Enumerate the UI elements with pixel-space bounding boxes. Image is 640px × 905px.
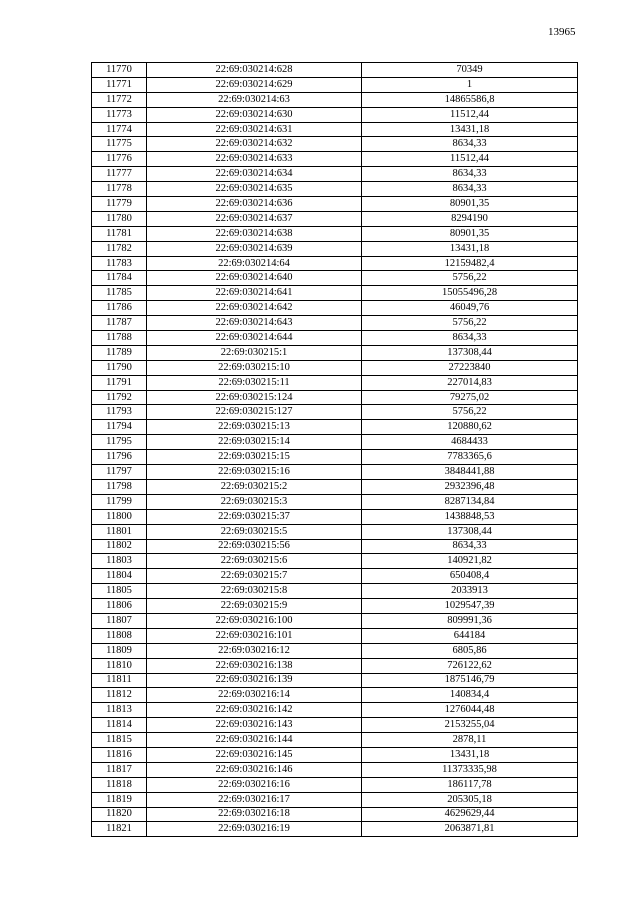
value-cell: 120880,62 (362, 420, 578, 435)
table-row (92, 762, 578, 777)
cadastral-number-cell: 22:69:030216:100 (147, 613, 362, 628)
value-cell: 8634,33 (362, 137, 578, 152)
value-cell: 137308,44 (362, 345, 578, 360)
row-number-cell: 11785 (92, 286, 147, 301)
table-row (92, 420, 578, 435)
row-number-cell: 11781 (92, 226, 147, 241)
table-row (92, 539, 578, 554)
row-number-cell: 11773 (92, 107, 147, 122)
table-body (92, 63, 578, 837)
value-cell: 644184 (362, 628, 578, 643)
row-number-cell: 11789 (92, 345, 147, 360)
row-number-cell: 11816 (92, 747, 147, 762)
row-number-cell: 11772 (92, 92, 147, 107)
value-cell: 137308,44 (362, 524, 578, 539)
table-row (92, 122, 578, 137)
table-row (92, 599, 578, 614)
table-row (92, 792, 578, 807)
cadastral-number-cell: 22:69:030215:7 (147, 569, 362, 584)
cadastral-number-cell: 22:69:030215:16 (147, 465, 362, 480)
cadastral-number-cell: 22:69:030216:142 (147, 703, 362, 718)
table-row (92, 197, 578, 212)
table-row (92, 390, 578, 405)
value-cell: 205305,18 (362, 792, 578, 807)
table-row (92, 524, 578, 539)
value-cell: 13431,18 (362, 241, 578, 256)
value-cell: 8634,33 (362, 539, 578, 554)
cadastral-number-cell: 22:69:030215:124 (147, 390, 362, 405)
table-row (92, 584, 578, 599)
row-number-cell: 11813 (92, 703, 147, 718)
value-cell: 8634,33 (362, 331, 578, 346)
table-row (92, 226, 578, 241)
cadastral-number-cell: 22:69:030216:16 (147, 777, 362, 792)
value-cell: 80901,35 (362, 197, 578, 212)
value-cell: 1276044,48 (362, 703, 578, 718)
table-row (92, 718, 578, 733)
cadastral-number-cell: 22:69:030214:633 (147, 152, 362, 167)
row-number-cell: 11795 (92, 435, 147, 450)
table-row (92, 152, 578, 167)
table-row (92, 375, 578, 390)
cadastral-number-cell: 22:69:030214:637 (147, 211, 362, 226)
table-row (92, 777, 578, 792)
value-cell: 140834,4 (362, 688, 578, 703)
cadastral-number-cell: 22:69:030214:639 (147, 241, 362, 256)
table-row (92, 628, 578, 643)
cadastral-number-cell: 22:69:030216:144 (147, 733, 362, 748)
value-cell: 5756,22 (362, 405, 578, 420)
cadastral-number-cell: 22:69:030215:8 (147, 584, 362, 599)
row-number-cell: 11804 (92, 569, 147, 584)
cadastral-number-cell: 22:69:030216:14 (147, 688, 362, 703)
row-number-cell: 11793 (92, 405, 147, 420)
value-cell: 7783365,6 (362, 450, 578, 465)
table-row (92, 569, 578, 584)
value-cell: 11512,44 (362, 107, 578, 122)
cadastral-number-cell: 22:69:030216:12 (147, 643, 362, 658)
cadastral-number-cell: 22:69:030215:11 (147, 375, 362, 390)
row-number-cell: 11818 (92, 777, 147, 792)
table-row (92, 703, 578, 718)
table-row (92, 673, 578, 688)
row-number-cell: 11776 (92, 152, 147, 167)
table-row (92, 77, 578, 92)
row-number-cell: 11806 (92, 599, 147, 614)
table-row (92, 301, 578, 316)
value-cell: 1029547,39 (362, 599, 578, 614)
row-number-cell: 11780 (92, 211, 147, 226)
cadastral-number-cell: 22:69:030214:635 (147, 182, 362, 197)
cadastral-number-cell: 22:69:030214:64 (147, 256, 362, 271)
value-cell: 8634,33 (362, 182, 578, 197)
value-cell: 2063871,81 (362, 822, 578, 837)
row-number-cell: 11821 (92, 822, 147, 837)
row-number-cell: 11797 (92, 465, 147, 480)
table-row (92, 465, 578, 480)
value-cell: 809991,36 (362, 613, 578, 628)
value-cell: 70349 (362, 63, 578, 78)
row-number-cell: 11786 (92, 301, 147, 316)
table-row (92, 613, 578, 628)
row-number-cell: 11782 (92, 241, 147, 256)
table-row (92, 733, 578, 748)
row-number-cell: 11812 (92, 688, 147, 703)
table-row (92, 241, 578, 256)
table-row (92, 479, 578, 494)
cadastral-number-cell: 22:69:030216:139 (147, 673, 362, 688)
table-row (92, 211, 578, 226)
row-number-cell: 11802 (92, 539, 147, 554)
value-cell: 46049,76 (362, 301, 578, 316)
value-cell: 3848441,88 (362, 465, 578, 480)
row-number-cell: 11805 (92, 584, 147, 599)
row-number-cell: 11787 (92, 316, 147, 331)
row-number-cell: 11779 (92, 197, 147, 212)
table-row (92, 167, 578, 182)
cadastral-number-cell: 22:69:030215:1 (147, 345, 362, 360)
cadastral-number-cell: 22:69:030215:5 (147, 524, 362, 539)
table-row (92, 107, 578, 122)
cadastral-number-cell: 22:69:030216:19 (147, 822, 362, 837)
cadastral-number-cell: 22:69:030216:18 (147, 807, 362, 822)
table-row (92, 256, 578, 271)
value-cell: 2153255,04 (362, 718, 578, 733)
value-cell: 13431,18 (362, 747, 578, 762)
table-row (92, 494, 578, 509)
row-number-cell: 11810 (92, 658, 147, 673)
cadastral-number-cell: 22:69:030215:127 (147, 405, 362, 420)
row-number-cell: 11790 (92, 360, 147, 375)
table-row (92, 316, 578, 331)
row-number-cell: 11796 (92, 450, 147, 465)
value-cell: 1 (362, 77, 578, 92)
value-cell: 27223840 (362, 360, 578, 375)
table-row (92, 747, 578, 762)
cadastral-number-cell: 22:69:030216:146 (147, 762, 362, 777)
row-number-cell: 11792 (92, 390, 147, 405)
cadastral-number-cell: 22:69:030214:642 (147, 301, 362, 316)
row-number-cell: 11815 (92, 733, 147, 748)
value-cell: 2033913 (362, 584, 578, 599)
row-number-cell: 11799 (92, 494, 147, 509)
cadastral-number-cell: 22:69:030215:15 (147, 450, 362, 465)
cadastral-number-cell: 22:69:030214:644 (147, 331, 362, 346)
cadastral-number-cell: 22:69:030214:638 (147, 226, 362, 241)
value-cell: 1875146,79 (362, 673, 578, 688)
value-cell: 8294190 (362, 211, 578, 226)
table-row (92, 822, 578, 837)
table-row (92, 137, 578, 152)
row-number-cell: 11811 (92, 673, 147, 688)
row-number-cell: 11777 (92, 167, 147, 182)
row-number-cell: 11809 (92, 643, 147, 658)
row-number-cell: 11770 (92, 63, 147, 78)
table-row (92, 345, 578, 360)
table-row (92, 331, 578, 346)
page-number: 13965 (548, 26, 576, 38)
cadastral-number-cell: 22:69:030215:2 (147, 479, 362, 494)
value-cell: 11373335,98 (362, 762, 578, 777)
cadastral-number-cell: 22:69:030214:63 (147, 92, 362, 107)
value-cell: 14865586,8 (362, 92, 578, 107)
table-row (92, 554, 578, 569)
row-number-cell: 11808 (92, 628, 147, 643)
value-cell: 12159482,4 (362, 256, 578, 271)
cadastral-number-cell: 22:69:030215:13 (147, 420, 362, 435)
cadastral-number-cell: 22:69:030214:640 (147, 271, 362, 286)
table-row (92, 450, 578, 465)
value-cell: 726122,62 (362, 658, 578, 673)
row-number-cell: 11775 (92, 137, 147, 152)
row-number-cell: 11801 (92, 524, 147, 539)
cadastral-number-cell: 22:69:030214:634 (147, 167, 362, 182)
cadastral-number-cell: 22:69:030215:10 (147, 360, 362, 375)
table-row (92, 643, 578, 658)
row-number-cell: 11791 (92, 375, 147, 390)
cadastral-number-cell: 22:69:030216:143 (147, 718, 362, 733)
row-number-cell: 11771 (92, 77, 147, 92)
row-number-cell: 11819 (92, 792, 147, 807)
value-cell: 11512,44 (362, 152, 578, 167)
cadastral-number-cell: 22:69:030214:632 (147, 137, 362, 152)
value-cell: 15055496,28 (362, 286, 578, 301)
table-row (92, 92, 578, 107)
value-cell: 80901,35 (362, 226, 578, 241)
cadastral-number-cell: 22:69:030215:9 (147, 599, 362, 614)
row-number-cell: 11817 (92, 762, 147, 777)
cadastral-number-cell: 22:69:030216:145 (147, 747, 362, 762)
table-row (92, 509, 578, 524)
value-cell: 227014,83 (362, 375, 578, 390)
value-cell: 1438848,53 (362, 509, 578, 524)
row-number-cell: 11784 (92, 271, 147, 286)
row-number-cell: 11774 (92, 122, 147, 137)
table-row (92, 688, 578, 703)
value-cell: 4684433 (362, 435, 578, 450)
value-cell: 4629629,44 (362, 807, 578, 822)
value-cell: 650408,4 (362, 569, 578, 584)
row-number-cell: 11814 (92, 718, 147, 733)
cadastral-number-cell: 22:69:030215:14 (147, 435, 362, 450)
cadastral-number-cell: 22:69:030214:629 (147, 77, 362, 92)
value-cell: 8634,33 (362, 167, 578, 182)
row-number-cell: 11778 (92, 182, 147, 197)
cadastral-number-cell: 22:69:030215:3 (147, 494, 362, 509)
table-row (92, 63, 578, 78)
table-row (92, 271, 578, 286)
cadastral-value-table (91, 62, 578, 837)
table-row (92, 182, 578, 197)
row-number-cell: 11788 (92, 331, 147, 346)
row-number-cell: 11794 (92, 420, 147, 435)
table-row (92, 658, 578, 673)
cadastral-number-cell: 22:69:030216:17 (147, 792, 362, 807)
cadastral-number-cell: 22:69:030214:643 (147, 316, 362, 331)
row-number-cell: 11798 (92, 479, 147, 494)
value-cell: 8287134,84 (362, 494, 578, 509)
table-row (92, 286, 578, 301)
cadastral-number-cell: 22:69:030215:37 (147, 509, 362, 524)
value-cell: 6805,86 (362, 643, 578, 658)
row-number-cell: 11800 (92, 509, 147, 524)
value-cell: 5756,22 (362, 316, 578, 331)
row-number-cell: 11807 (92, 613, 147, 628)
value-cell: 5756,22 (362, 271, 578, 286)
cadastral-number-cell: 22:69:030215:6 (147, 554, 362, 569)
value-cell: 140921,82 (362, 554, 578, 569)
cadastral-number-cell: 22:69:030215:56 (147, 539, 362, 554)
table-row (92, 807, 578, 822)
value-cell: 2878,11 (362, 733, 578, 748)
cadastral-number-cell: 22:69:030214:641 (147, 286, 362, 301)
value-cell: 2932396,48 (362, 479, 578, 494)
value-cell: 186117,78 (362, 777, 578, 792)
cadastral-number-cell: 22:69:030214:636 (147, 197, 362, 212)
cadastral-number-cell: 22:69:030214:628 (147, 63, 362, 78)
table-row (92, 435, 578, 450)
value-cell: 79275,02 (362, 390, 578, 405)
row-number-cell: 11783 (92, 256, 147, 271)
table-row (92, 405, 578, 420)
cadastral-number-cell: 22:69:030216:138 (147, 658, 362, 673)
cadastral-number-cell: 22:69:030214:630 (147, 107, 362, 122)
cadastral-number-cell: 22:69:030216:101 (147, 628, 362, 643)
row-number-cell: 11820 (92, 807, 147, 822)
row-number-cell: 11803 (92, 554, 147, 569)
value-cell: 13431,18 (362, 122, 578, 137)
table-row (92, 360, 578, 375)
cadastral-number-cell: 22:69:030214:631 (147, 122, 362, 137)
